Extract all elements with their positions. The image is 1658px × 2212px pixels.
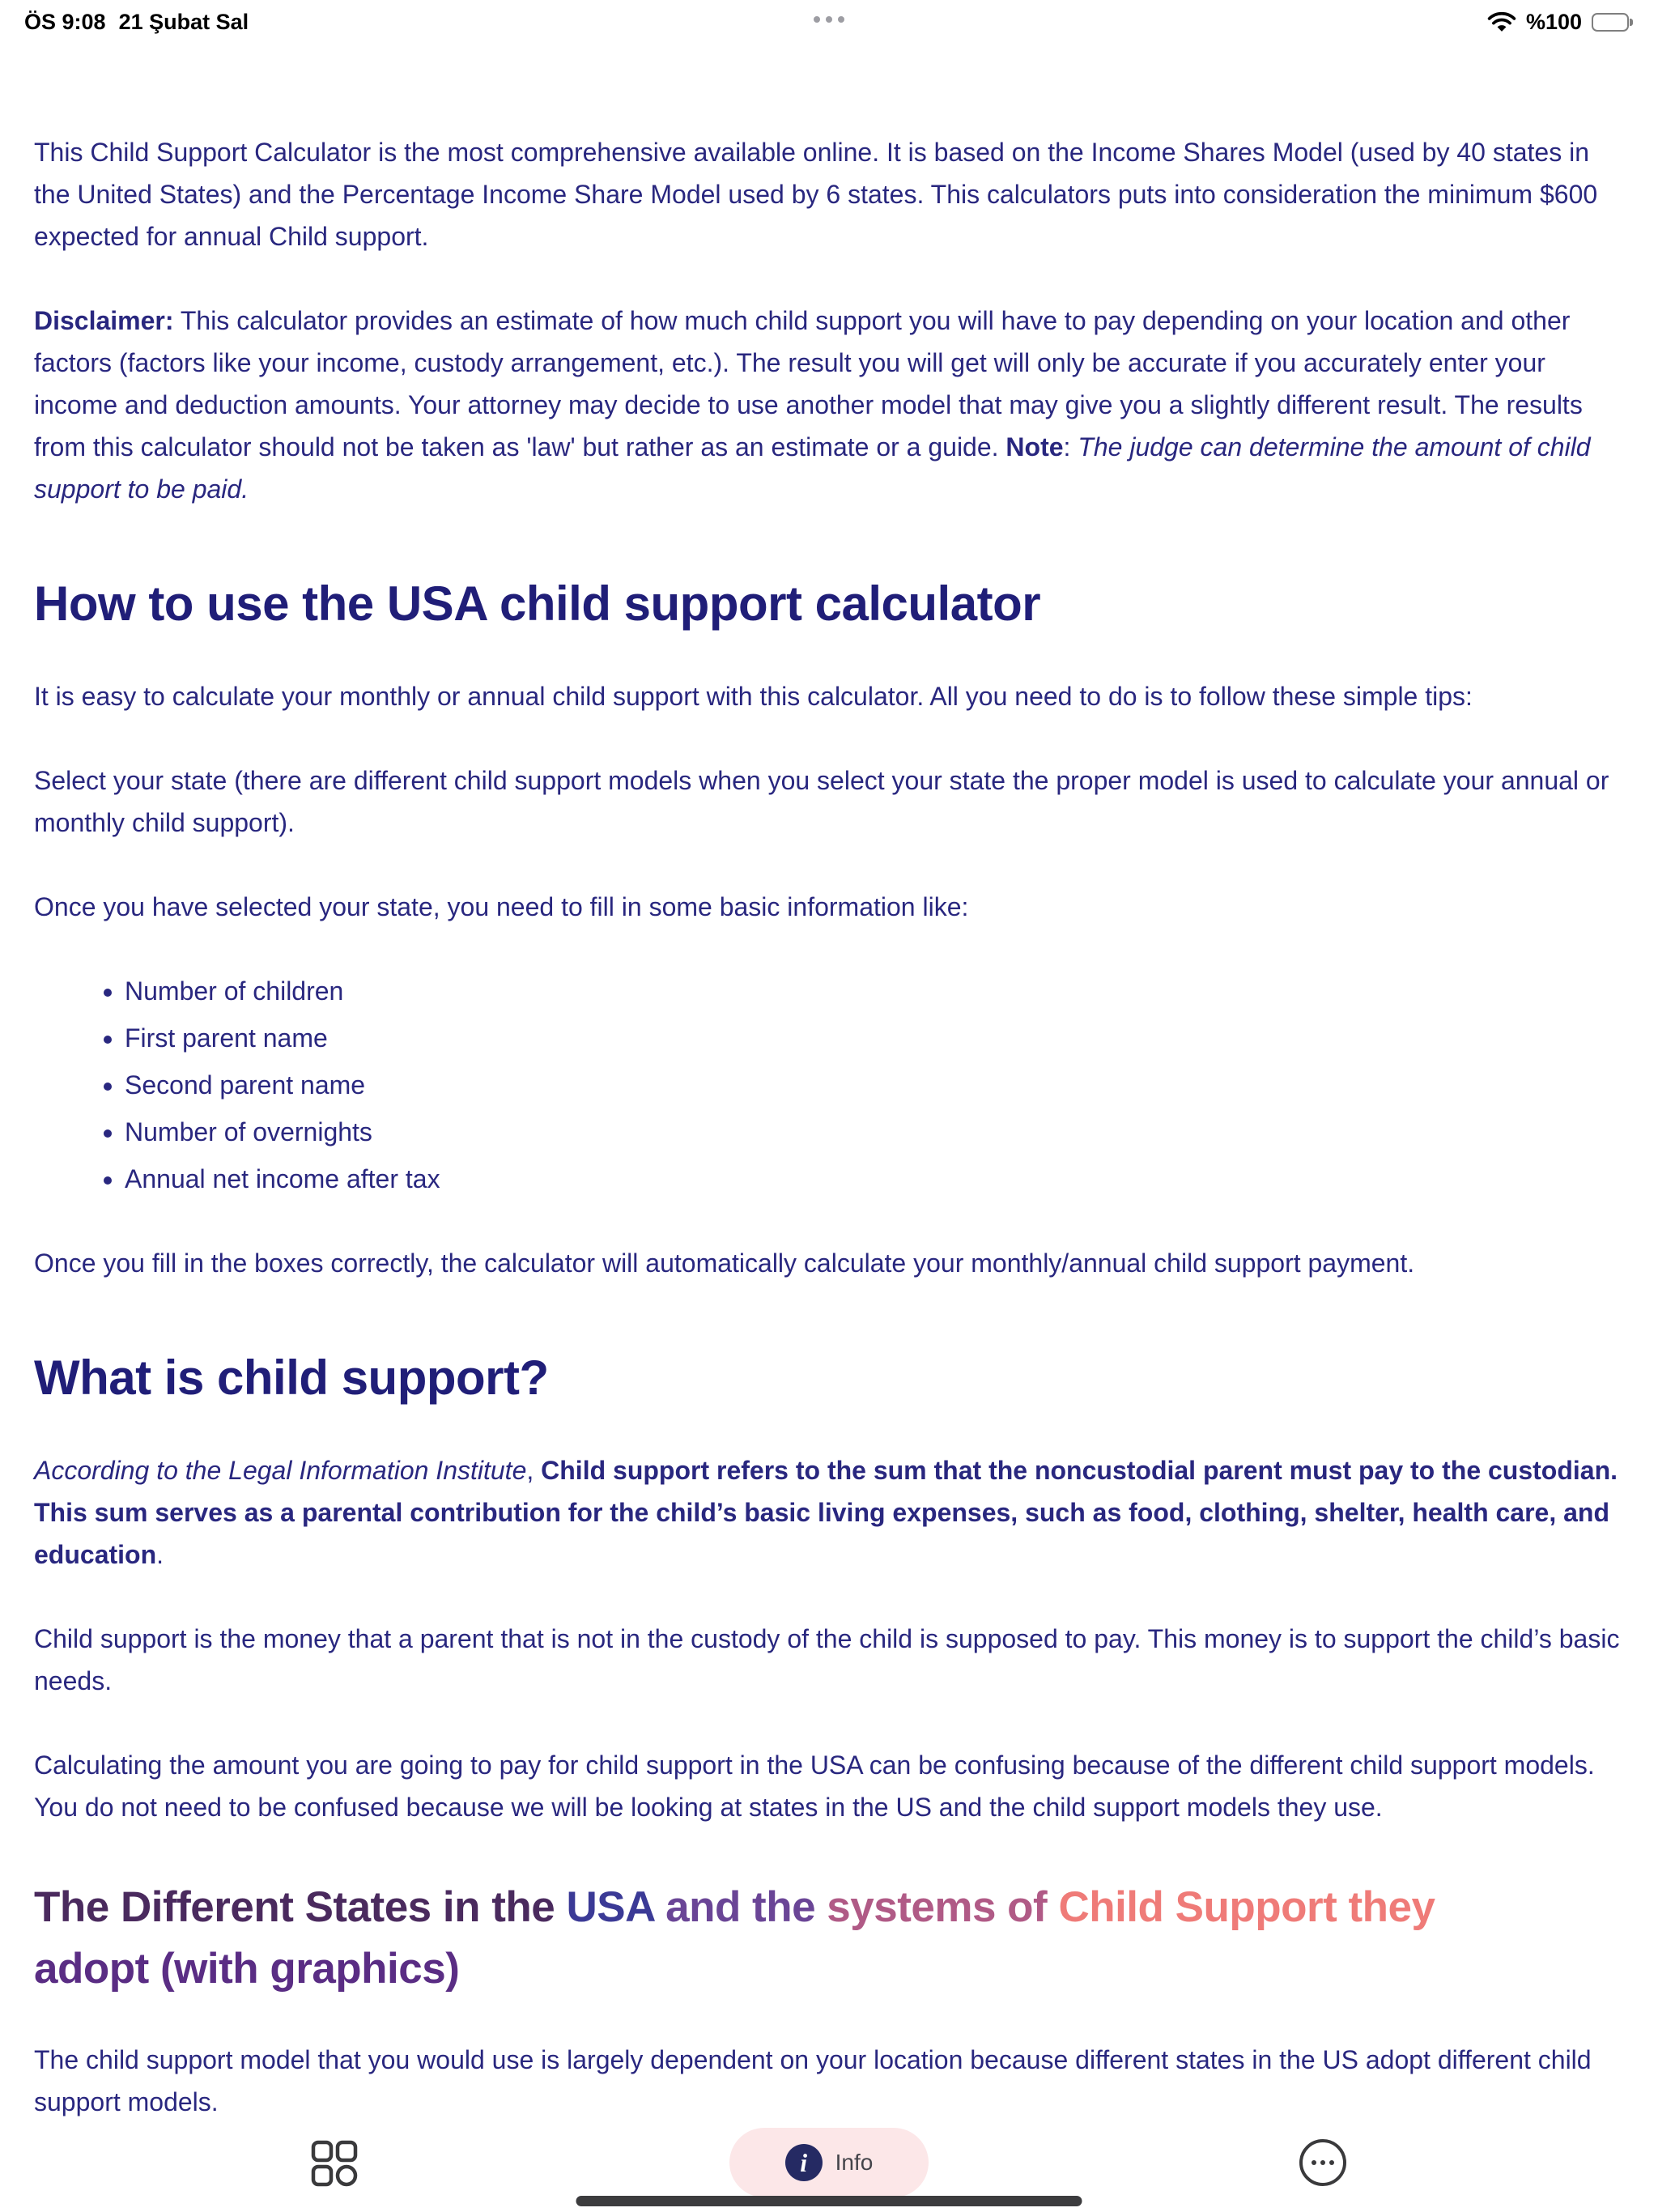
status-right (1487, 10, 1634, 35)
dot-icon (838, 16, 844, 23)
list-item: • Second parent name (125, 1064, 1624, 1106)
states-heading-segment: adopt (with graphics) (34, 1945, 460, 1993)
how-to-paragraph-2: Select your state (there are different child support models when you select your state the proper model is used to calculate your annual or monthly child support). (34, 766, 1609, 837)
grid-icon[interactable] (310, 2139, 359, 2188)
dot-icon (1329, 2160, 1334, 2165)
note-body: The judge can determine the amount of child support to be paid. (34, 432, 1591, 504)
info-icon: i (785, 2144, 823, 2181)
home-indicator[interactable] (576, 2196, 1082, 2206)
states-heading-segment: The Different States in the (34, 1883, 567, 1931)
wifi-icon (1487, 11, 1516, 33)
status-bar (0, 0, 1658, 45)
source-citation: According to the Legal Information Institute (34, 1456, 527, 1485)
dot-icon (826, 16, 832, 23)
definition-period: . (156, 1540, 164, 1569)
states-heading-segment: systems of (827, 1883, 1059, 1931)
battery-nub (1630, 19, 1633, 26)
article-content (0, 131, 1658, 2165)
list-item: • Annual net income after tax (125, 1158, 1624, 1200)
what-is-paragraph-3: Calculating the amount you are going to pay for child support in the USA can be confusing because of the different child support models. You do not need to be confused because we will be looking at states in the US and the child support models they use. (34, 1750, 1595, 1822)
note-label: Note (1005, 432, 1064, 462)
dot-icon (1312, 2160, 1316, 2165)
states-paragraph-1: The child support model that you would use is largely dependent on your location because different states in the US adopt different child support models. (34, 2045, 1592, 2116)
status-left (24, 10, 249, 35)
intro-paragraph: This Child Support Calculator is the most comprehensive available online. It is based on the Income Shares Model (used by 40 states in the United States) and the Percentage Income Share Model used by 6 states. This calculators puts into consideration the minimum $600 expected for annual Child support. (34, 138, 1598, 251)
info-button[interactable] (729, 2128, 929, 2197)
states-heading-segment: Child Support they (1058, 1883, 1435, 1931)
battery-icon (1592, 13, 1629, 32)
more-icon[interactable] (1299, 2139, 1346, 2186)
list-item: • Number of overnights (125, 1111, 1624, 1153)
definition-bold: Child support refers to the sum that the noncustodial parent must pay to the custodian. This sum serves as a parental contribution for the child’s basic living expenses, such as food, clothing, shelter, health care, and education (34, 1456, 1618, 1569)
states-heading-segment: USA (566, 1883, 666, 1931)
what-is-heading: What is child support? (34, 1351, 549, 1405)
list-item: • Number of children (125, 970, 1624, 1012)
note-separator: : (1063, 432, 1078, 462)
states-heading (34, 1877, 1624, 2000)
disclaimer-paragraph (34, 300, 1624, 510)
clock: ÖS 9:08 (24, 10, 106, 34)
disclaimer-label: Disclaimer: (34, 306, 174, 335)
date: 21 Şubat Sal (118, 10, 249, 34)
how-to-paragraph-3: Once you have selected your state, you need to fill in some basic information like: (34, 892, 969, 921)
multitask-dots-icon[interactable] (814, 16, 844, 23)
dot-icon (1320, 2160, 1325, 2165)
how-to-paragraph-1: It is easy to calculate your monthly or annual child support with this calculator. All you need to do is to follow these simple tips: (34, 682, 1473, 711)
required-info-list (34, 970, 1624, 1200)
list-item: • First parent name (125, 1017, 1624, 1059)
states-heading-segment: and the (665, 1883, 827, 1931)
dot-icon (814, 16, 820, 23)
definition-paragraph (34, 1449, 1624, 1576)
what-is-paragraph-2: Child support is the money that a parent that is not in the custody of the child is supposed to pay. This money is to support the child’s basic needs. (34, 1624, 1620, 1695)
definition-separator: , (526, 1456, 542, 1485)
info-button-label: Info (835, 2150, 874, 2175)
battery-percent: %100 (1525, 10, 1582, 34)
how-to-paragraph-4: Once you fill in the boxes correctly, the calculator will automatically calculate your monthly/annual child support payment. (34, 1249, 1415, 1278)
how-to-heading: How to use the USA child support calculator (34, 576, 1041, 631)
disclaimer-body: This calculator provides an estimate of how much child support you will have to pay depending on your location and other factors (factors like your income, custody arrangement, etc.). The result you will get will only be accurate if you accurately enter your income and deduction amounts. Your attorney may decide to use another model that may give you a slightly different result. The results from this calculator should not be taken as 'law' but rather as an estimate or a guide. (34, 306, 1583, 462)
